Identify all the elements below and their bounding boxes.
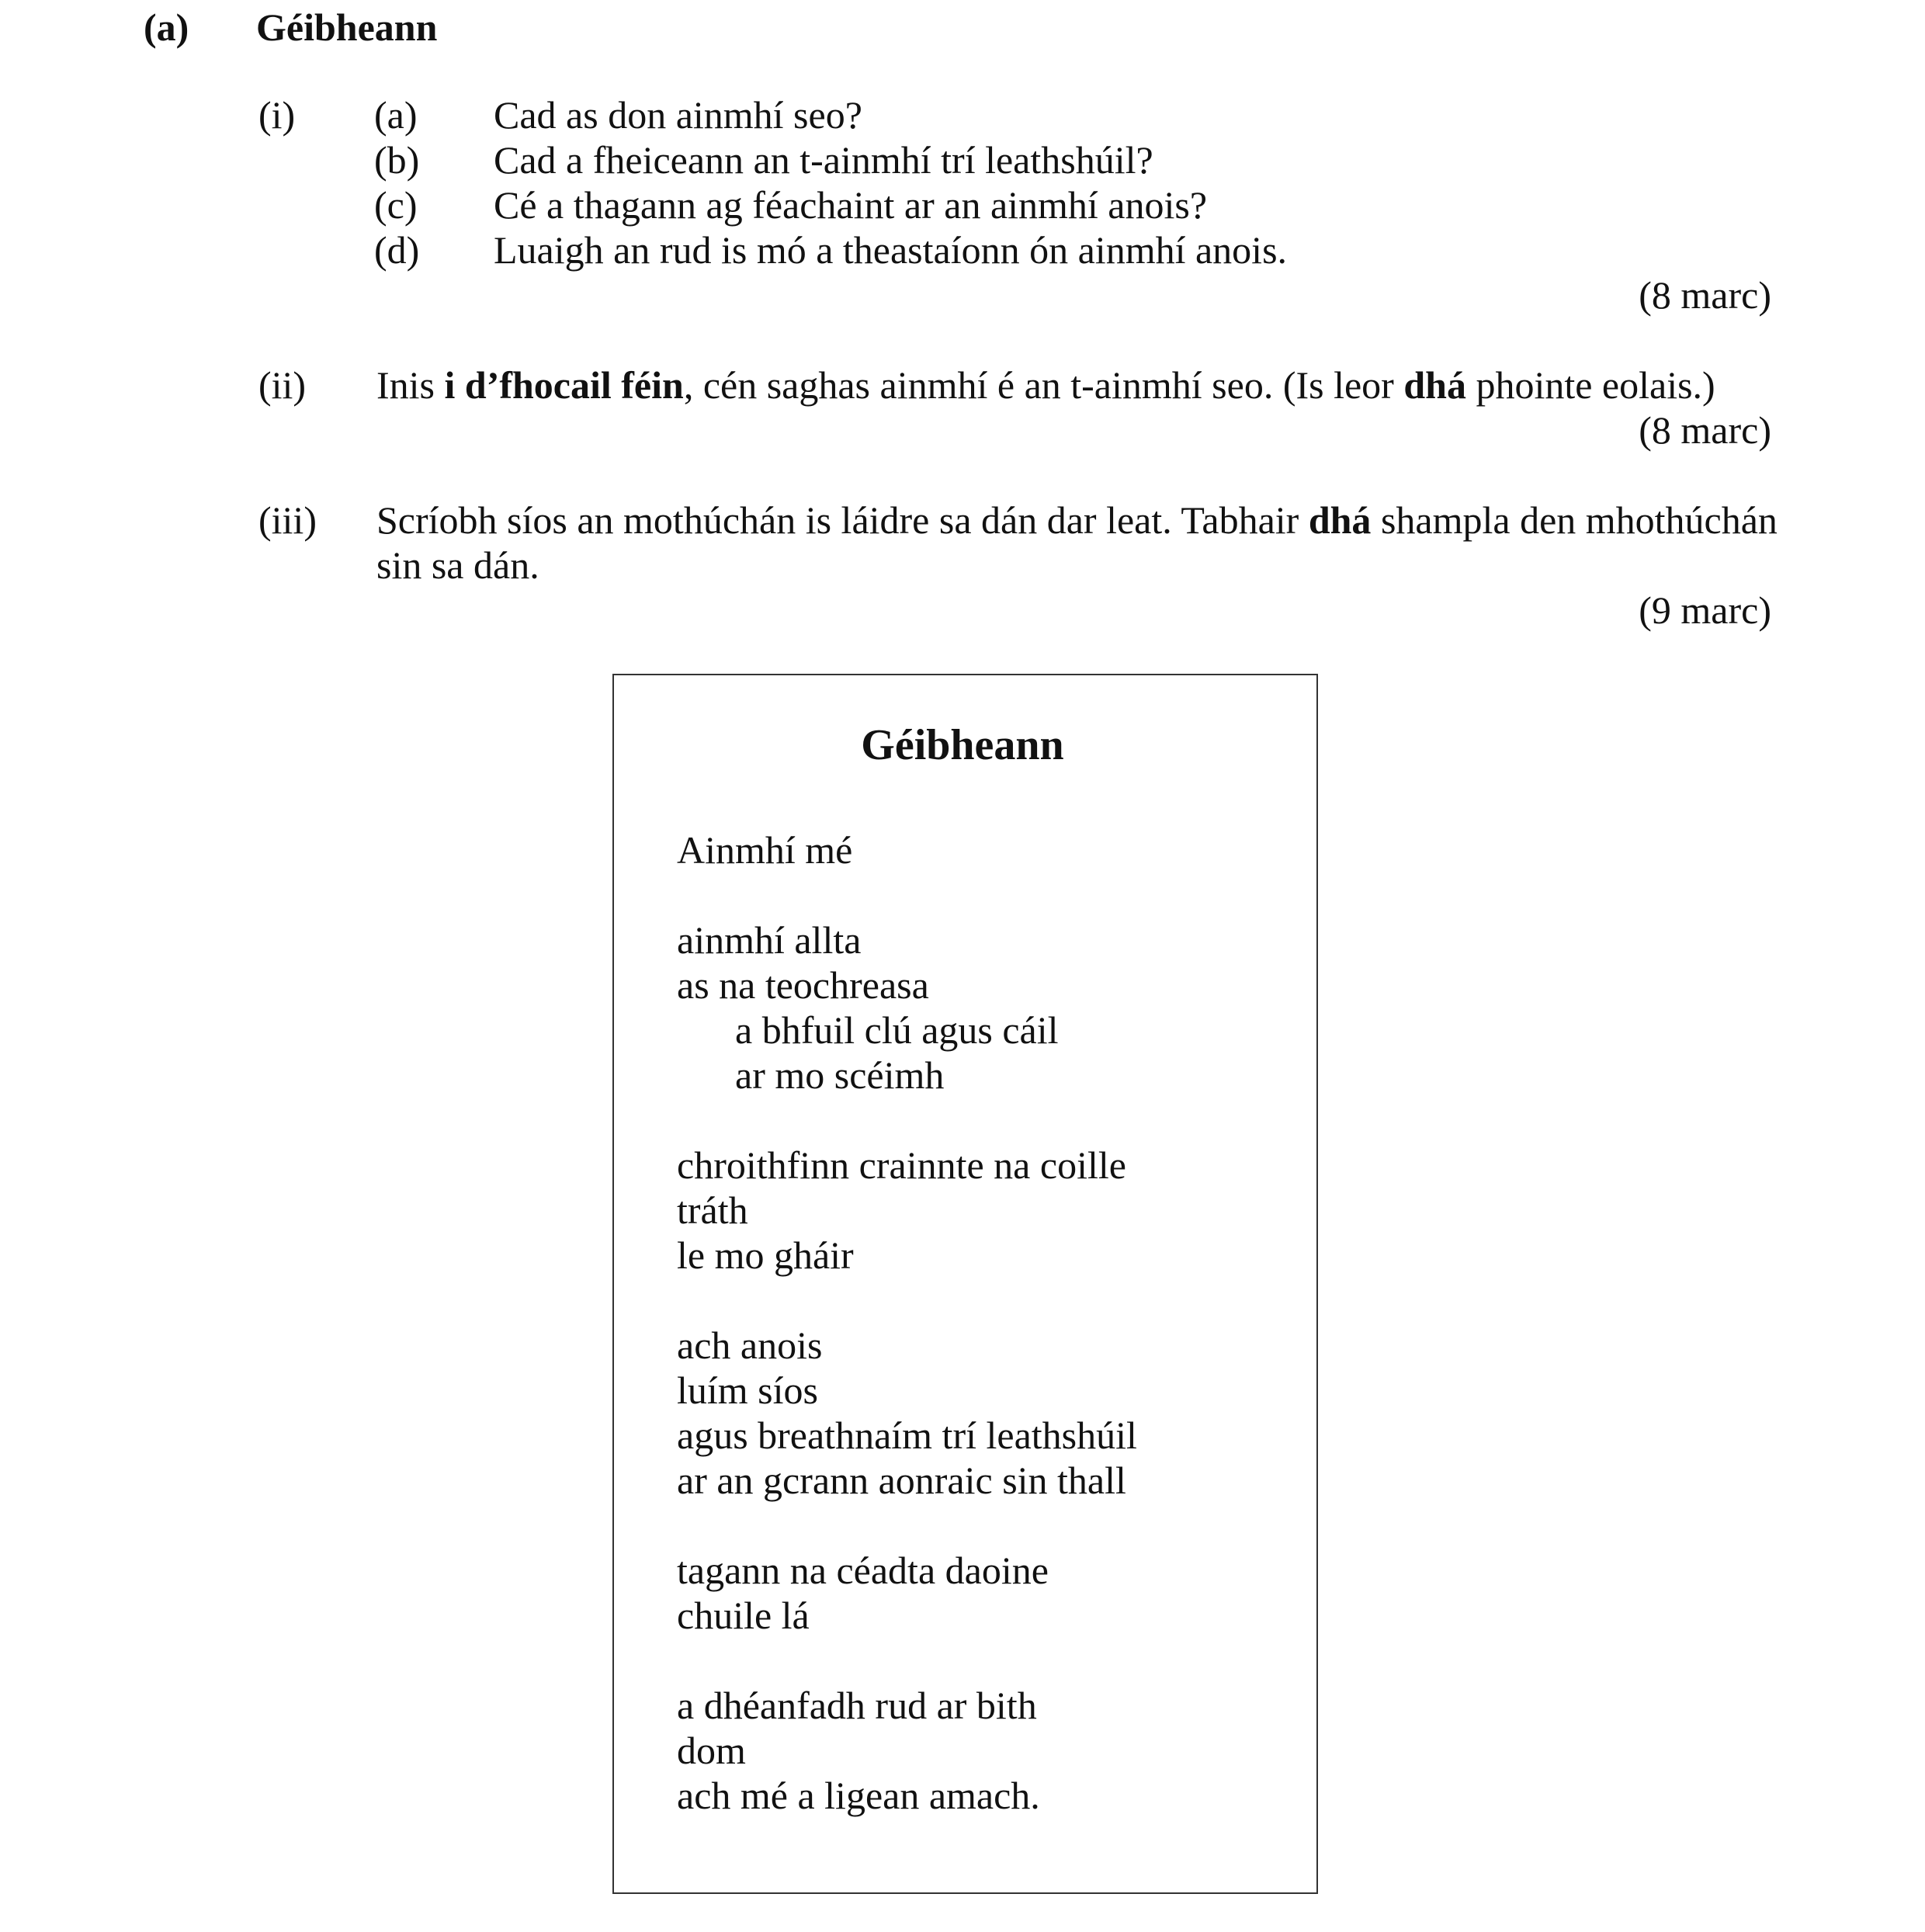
question-ii-text-2: , cén saghas ainmhí é an t-ainmhí seo. (Is leor [683, 363, 1404, 407]
question-i-a-letter: (a) [374, 93, 418, 137]
poem-line: luím síos [677, 1368, 818, 1412]
question-iii-text-line-2: sin sa dán. [376, 543, 539, 587]
poem-line: ach mé a ligean amach. [677, 1774, 1040, 1817]
question-ii-bold-2: dhá [1403, 363, 1466, 407]
question-iii-number: (iii) [258, 498, 317, 542]
question-ii-text-3: phointe eolais.) [1465, 363, 1715, 407]
poem-line: Ainmhí mé [677, 828, 853, 872]
poem-line: ainmhí allta [677, 918, 862, 962]
question-iii-text-line-1 [376, 498, 1778, 543]
poem-line: le mo gháir [677, 1233, 854, 1277]
poem-line: as na teochreasa [677, 963, 929, 1007]
poem-line: chuile lá [677, 1594, 810, 1637]
question-i-number: (i) [258, 93, 296, 137]
question-iii-marks: (9 marc) [1639, 588, 1771, 632]
question-i-marks: (8 marc) [1639, 273, 1771, 317]
section-title: Géibheann [256, 5, 438, 49]
poem-line: ach anois [677, 1323, 823, 1367]
question-iii-text-1: Scríobh síos an mothúchán is láidre sa dán dar leat. Tabhair [376, 498, 1309, 542]
section-label: (a) [144, 5, 189, 49]
question-i-b-text: Cad a fheiceann an t-ainmhí trí leathshúil? [494, 138, 1153, 182]
question-ii-text-1: Inis [376, 363, 445, 407]
poem-line: ar an gcrann aonraic sin thall [677, 1459, 1126, 1502]
question-iii-text-2: shampla den mhothúchán [1371, 498, 1778, 542]
question-ii-number: (ii) [258, 363, 307, 407]
poem-line: tagann na céadta daoine [677, 1549, 1049, 1592]
poem-line: agus breathnaím trí leathshúil [677, 1413, 1137, 1457]
poem-title: Géibheann [861, 721, 1064, 769]
poem-line: ar mo scéimh [735, 1053, 945, 1097]
question-i-c-letter: (c) [374, 183, 418, 227]
question-i-d-letter: (d) [374, 228, 420, 272]
poem-line: a dhéanfadh rud ar bith [677, 1684, 1037, 1727]
question-ii-bold-1: i d’fhocail féin [444, 363, 684, 407]
question-i-a-text: Cad as don ainmhí seo? [494, 93, 862, 137]
question-i-b-letter: (b) [374, 138, 420, 182]
question-iii-bold-1: dhá [1308, 498, 1372, 542]
question-ii-text [376, 362, 1715, 408]
poem-line: dom [677, 1729, 746, 1772]
poem-line: tráth [677, 1188, 748, 1232]
question-ii-marks: (8 marc) [1639, 408, 1771, 452]
question-i-c-text: Cé a thagann ag féachaint ar an ainmhí anois? [494, 183, 1208, 227]
question-i-d-text: Luaigh an rud is mó a theastaíonn ón ainmhí anois. [494, 228, 1288, 272]
poem-line: chroithfinn crainnte na coille [677, 1143, 1126, 1187]
poem-line: a bhfuil clú agus cáil [735, 1008, 1059, 1052]
